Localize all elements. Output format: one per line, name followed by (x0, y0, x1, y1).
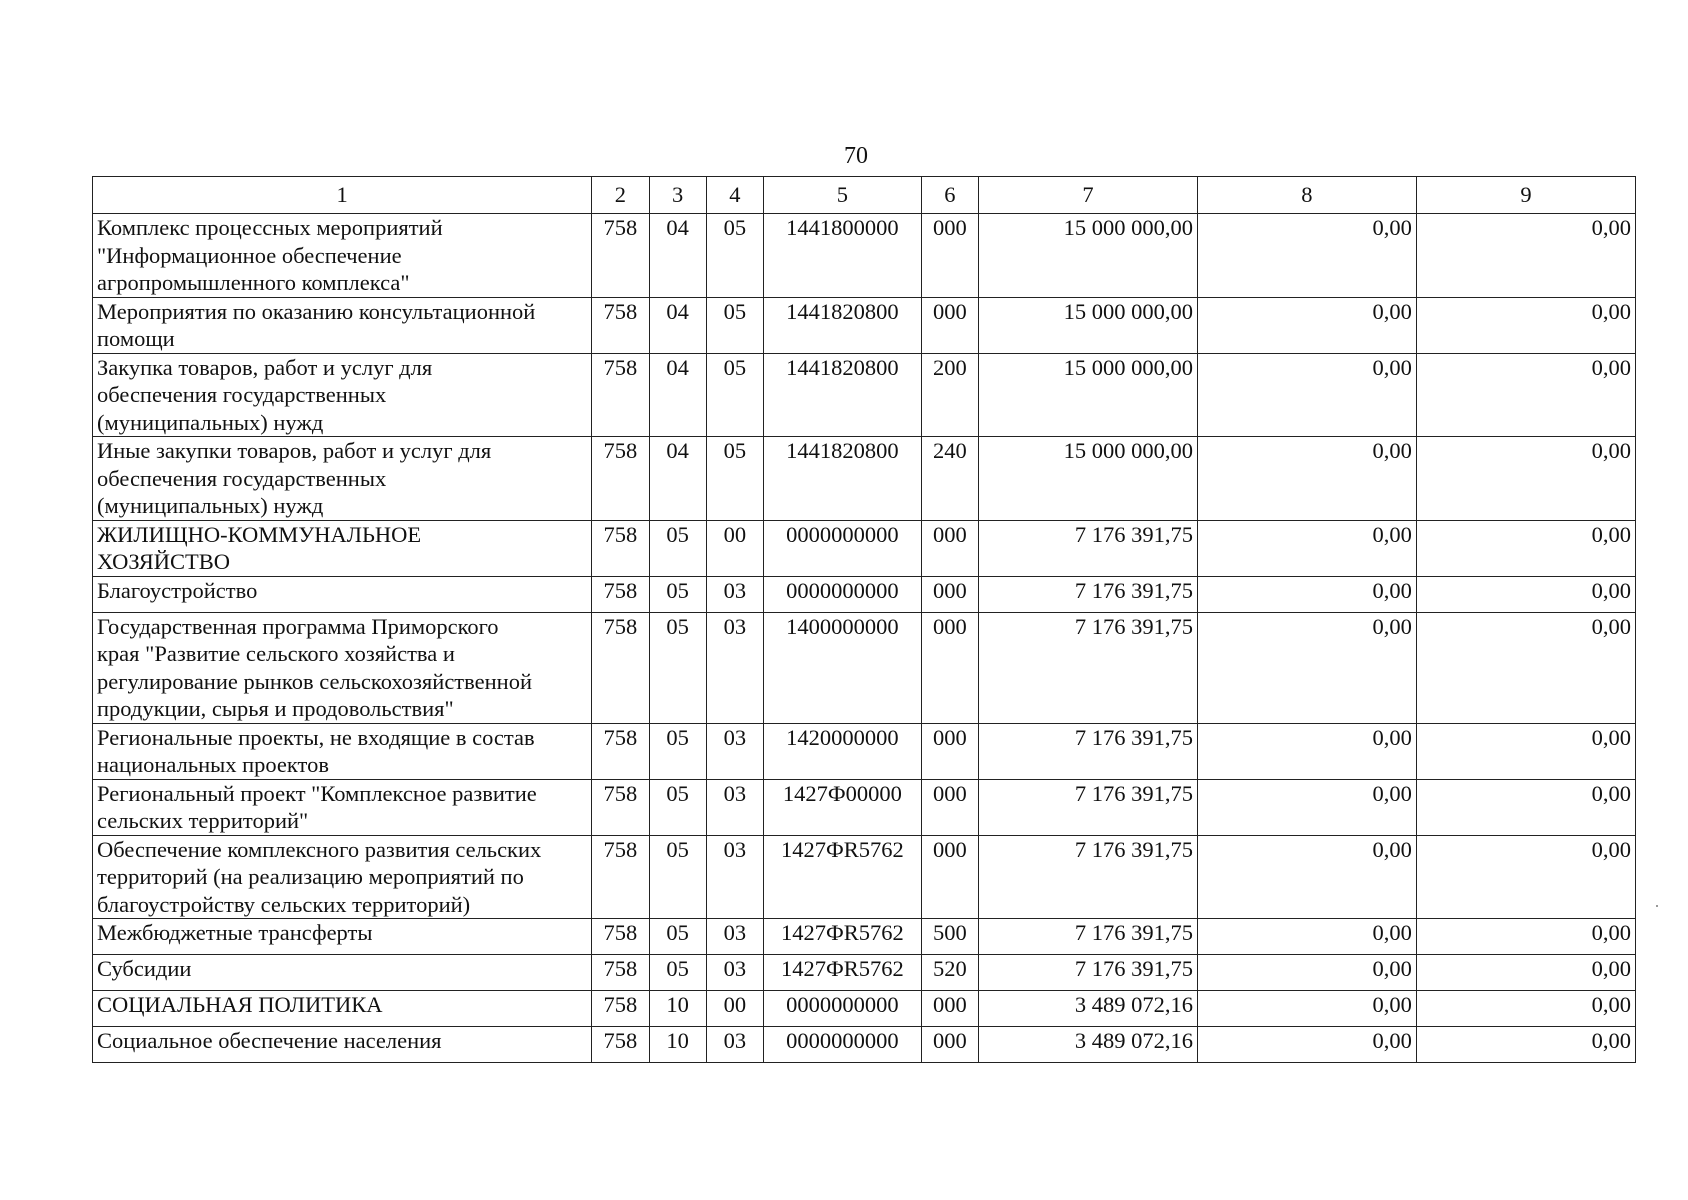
target-article-cell: 0000000000 (764, 1027, 922, 1063)
row-name-cell: СОЦИАЛЬНАЯ ПОЛИТИКА (93, 991, 592, 1027)
amount-cell: 0,00 (1197, 612, 1416, 723)
column-header: 6 (921, 177, 978, 214)
row-name-cell: Межбюджетные трансферты (93, 919, 592, 955)
column-header: 5 (764, 177, 922, 214)
amount-cell: 0,00 (1416, 297, 1635, 353)
subsection-code-cell: 00 (706, 520, 763, 576)
table-row (93, 576, 1636, 612)
table-row (93, 520, 1636, 576)
expense-type-cell: 000 (921, 520, 978, 576)
expense-type-cell: 000 (921, 612, 978, 723)
subsection-code-cell: 03 (706, 919, 763, 955)
amount-cell: 15 000 000,00 (978, 437, 1197, 521)
expense-type-cell: 500 (921, 919, 978, 955)
amount-cell: 0,00 (1416, 353, 1635, 437)
table-row (93, 779, 1636, 835)
section-code-cell: 05 (649, 520, 706, 576)
amount-cell: 0,00 (1416, 723, 1635, 779)
page-number: 70 (844, 143, 868, 169)
subsection-code-cell: 03 (706, 723, 763, 779)
column-header: 9 (1416, 177, 1635, 214)
subsection-code-cell: 05 (706, 353, 763, 437)
amount-cell: 7 176 391,75 (978, 520, 1197, 576)
target-article-cell: 1427ФR5762 (764, 955, 922, 991)
row-name-cell: Государственная программа Приморского края "Развитие сельского хозяйства и регулирование рынков сельскохозяйственной продукции, сырья и продовольствия" (93, 612, 592, 723)
section-code-cell: 04 (649, 353, 706, 437)
subsection-code-cell: 03 (706, 612, 763, 723)
expense-type-cell: 000 (921, 723, 978, 779)
expense-type-cell: 000 (921, 835, 978, 919)
ministry-code-cell: 758 (592, 437, 649, 521)
amount-cell: 0,00 (1197, 297, 1416, 353)
amount-cell: 0,00 (1197, 991, 1416, 1027)
column-header: 8 (1197, 177, 1416, 214)
amount-cell: 0,00 (1197, 520, 1416, 576)
subsection-code-cell: 03 (706, 1027, 763, 1063)
section-code-cell: 04 (649, 214, 706, 298)
amount-cell: 0,00 (1197, 576, 1416, 612)
ministry-code-cell: 758 (592, 576, 649, 612)
scan-speck (1656, 905, 1658, 907)
target-article-cell: 1400000000 (764, 612, 922, 723)
target-article-cell: 1427ФR5762 (764, 919, 922, 955)
subsection-code-cell: 03 (706, 955, 763, 991)
section-code-cell: 10 (649, 991, 706, 1027)
ministry-code-cell: 758 (592, 1027, 649, 1063)
expense-type-cell: 000 (921, 576, 978, 612)
expense-type-cell: 240 (921, 437, 978, 521)
ministry-code-cell: 758 (592, 353, 649, 437)
amount-cell: 0,00 (1416, 437, 1635, 521)
target-article-cell: 1420000000 (764, 723, 922, 779)
ministry-code-cell: 758 (592, 297, 649, 353)
section-code-cell: 05 (649, 723, 706, 779)
ministry-code-cell: 758 (592, 991, 649, 1027)
section-code-cell: 05 (649, 612, 706, 723)
table-row (93, 297, 1636, 353)
subsection-code-cell: 03 (706, 779, 763, 835)
table-row (93, 1027, 1636, 1063)
table-row (93, 612, 1636, 723)
row-name-cell: Обеспечение комплексного развития сельских территорий (на реализацию мероприятий по благоустройству сельских территорий) (93, 835, 592, 919)
table-row (93, 353, 1636, 437)
expense-type-cell: 000 (921, 991, 978, 1027)
ministry-code-cell: 758 (592, 779, 649, 835)
amount-cell: 0,00 (1416, 779, 1635, 835)
amount-cell: 0,00 (1416, 835, 1635, 919)
amount-cell: 0,00 (1197, 779, 1416, 835)
section-code-cell: 10 (649, 1027, 706, 1063)
target-article-cell: 1441820800 (764, 353, 922, 437)
table-row (93, 437, 1636, 521)
section-code-cell: 05 (649, 576, 706, 612)
row-name-cell: Закупка товаров, работ и услуг для обеспечения государственных (муниципальных) нужд (93, 353, 592, 437)
expense-type-cell: 000 (921, 779, 978, 835)
amount-cell: 0,00 (1197, 353, 1416, 437)
target-article-cell: 1427Ф00000 (764, 779, 922, 835)
amount-cell: 7 176 391,75 (978, 835, 1197, 919)
amount-cell: 0,00 (1197, 723, 1416, 779)
amount-cell: 3 489 072,16 (978, 991, 1197, 1027)
column-header: 2 (592, 177, 649, 214)
section-code-cell: 05 (649, 955, 706, 991)
amount-cell: 0,00 (1197, 1027, 1416, 1063)
expense-type-cell: 200 (921, 353, 978, 437)
amount-cell: 0,00 (1416, 576, 1635, 612)
amount-cell: 15 000 000,00 (978, 214, 1197, 298)
row-name-cell: Региональный проект "Комплексное развитие сельских территорий" (93, 779, 592, 835)
row-name-cell: Комплекс процессных мероприятий "Информационное обеспечение агропромышленного комплекса" (93, 214, 592, 298)
row-name-cell: Мероприятия по оказанию консультационной помощи (93, 297, 592, 353)
amount-cell: 7 176 391,75 (978, 919, 1197, 955)
row-name-cell: Региональные проекты, не входящие в состав национальных проектов (93, 723, 592, 779)
target-article-cell: 1441820800 (764, 297, 922, 353)
ministry-code-cell: 758 (592, 835, 649, 919)
amount-cell: 7 176 391,75 (978, 723, 1197, 779)
row-name-cell: Субсидии (93, 955, 592, 991)
column-header: 4 (706, 177, 763, 214)
target-article-cell: 1427ФR5762 (764, 835, 922, 919)
section-code-cell: 05 (649, 835, 706, 919)
ministry-code-cell: 758 (592, 723, 649, 779)
subsection-code-cell: 05 (706, 437, 763, 521)
budget-table (92, 176, 1636, 1063)
ministry-code-cell: 758 (592, 520, 649, 576)
subsection-code-cell: 03 (706, 835, 763, 919)
ministry-code-cell: 758 (592, 612, 649, 723)
amount-cell: 15 000 000,00 (978, 297, 1197, 353)
column-header: 1 (93, 177, 592, 214)
row-name-cell: Иные закупки товаров, работ и услуг для обеспечения государственных (муниципальных) нужд (93, 437, 592, 521)
ministry-code-cell: 758 (592, 955, 649, 991)
amount-cell: 0,00 (1416, 1027, 1635, 1063)
table-row (93, 214, 1636, 298)
table-row (93, 835, 1636, 919)
amount-cell: 0,00 (1197, 214, 1416, 298)
amount-cell: 0,00 (1197, 835, 1416, 919)
column-header: 3 (649, 177, 706, 214)
table-row (93, 723, 1636, 779)
row-name-cell: Благоустройство (93, 576, 592, 612)
amount-cell: 0,00 (1416, 991, 1635, 1027)
expense-type-cell: 000 (921, 1027, 978, 1063)
expense-type-cell: 000 (921, 214, 978, 298)
amount-cell: 7 176 391,75 (978, 576, 1197, 612)
amount-cell: 0,00 (1197, 955, 1416, 991)
subsection-code-cell: 05 (706, 297, 763, 353)
amount-cell: 0,00 (1416, 919, 1635, 955)
target-article-cell: 1441820800 (764, 437, 922, 521)
ministry-code-cell: 758 (592, 919, 649, 955)
header-row (93, 177, 1636, 214)
section-code-cell: 05 (649, 919, 706, 955)
row-name-cell: ЖИЛИЩНО-КОММУНАЛЬНОЕ ХОЗЯЙСТВО (93, 520, 592, 576)
target-article-cell: 0000000000 (764, 520, 922, 576)
amount-cell: 0,00 (1416, 214, 1635, 298)
section-code-cell: 04 (649, 437, 706, 521)
table-row (93, 955, 1636, 991)
amount-cell: 7 176 391,75 (978, 955, 1197, 991)
table-row (93, 919, 1636, 955)
row-name-cell: Социальное обеспечение населения (93, 1027, 592, 1063)
amount-cell: 0,00 (1197, 437, 1416, 521)
ministry-code-cell: 758 (592, 214, 649, 298)
amount-cell: 3 489 072,16 (978, 1027, 1197, 1063)
expense-type-cell: 000 (921, 297, 978, 353)
target-article-cell: 0000000000 (764, 991, 922, 1027)
table-row (93, 991, 1636, 1027)
amount-cell: 7 176 391,75 (978, 779, 1197, 835)
amount-cell: 0,00 (1197, 919, 1416, 955)
amount-cell: 0,00 (1416, 612, 1635, 723)
target-article-cell: 1441800000 (764, 214, 922, 298)
section-code-cell: 05 (649, 779, 706, 835)
subsection-code-cell: 03 (706, 576, 763, 612)
subsection-code-cell: 05 (706, 214, 763, 298)
amount-cell: 0,00 (1416, 520, 1635, 576)
section-code-cell: 04 (649, 297, 706, 353)
amount-cell: 0,00 (1416, 955, 1635, 991)
target-article-cell: 0000000000 (764, 576, 922, 612)
amount-cell: 15 000 000,00 (978, 353, 1197, 437)
subsection-code-cell: 00 (706, 991, 763, 1027)
amount-cell: 7 176 391,75 (978, 612, 1197, 723)
expense-type-cell: 520 (921, 955, 978, 991)
column-header: 7 (978, 177, 1197, 214)
